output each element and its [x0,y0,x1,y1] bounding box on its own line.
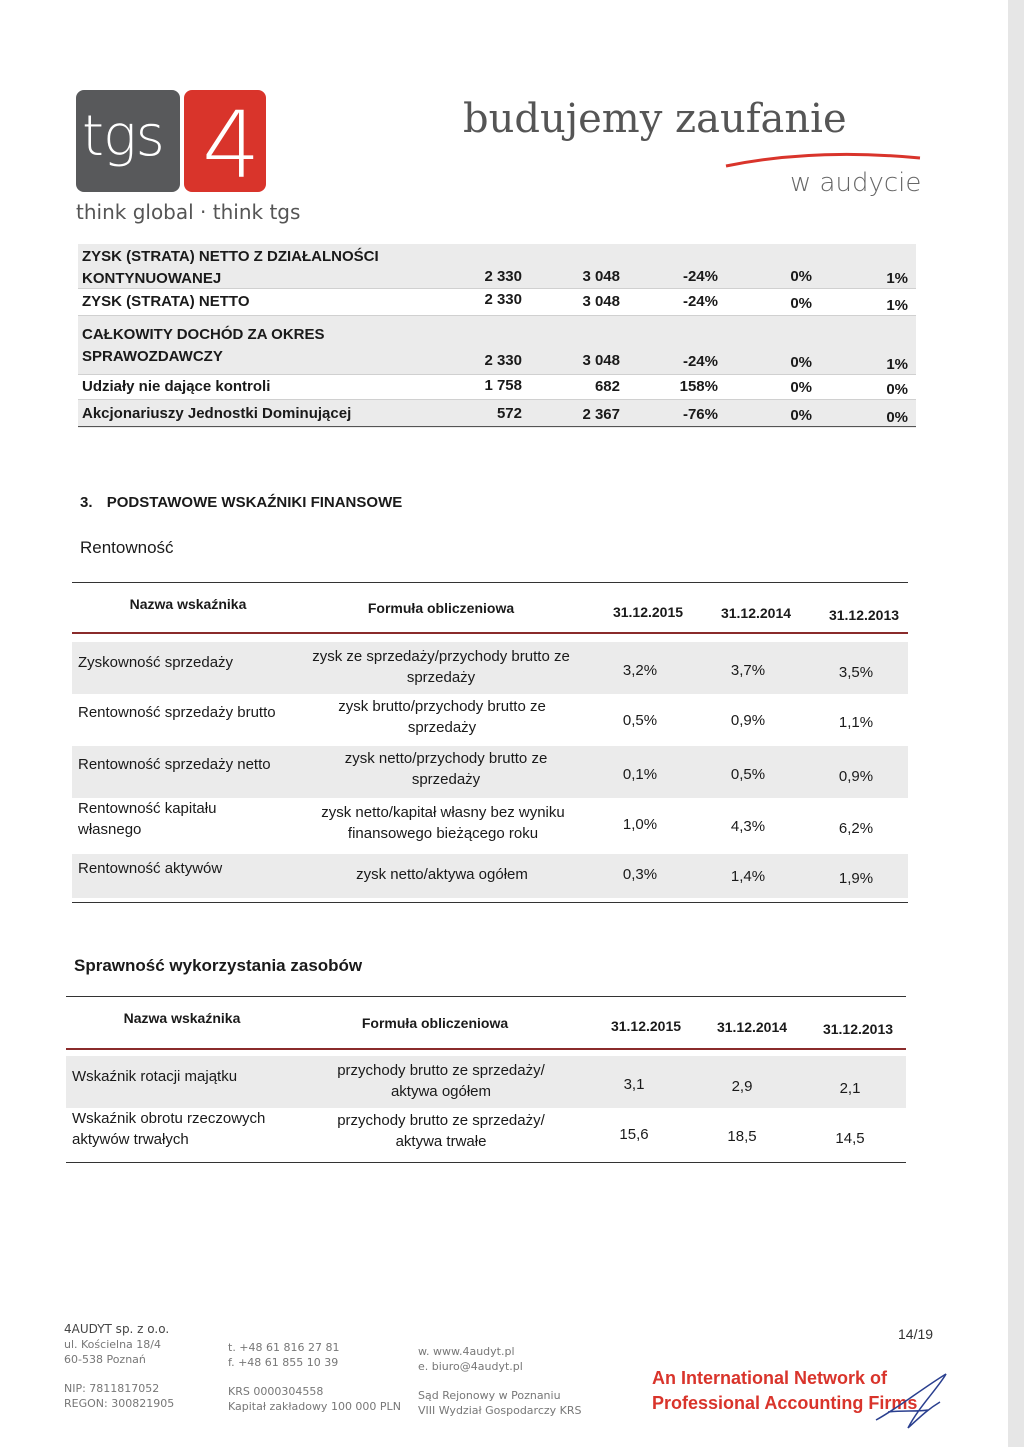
value-share-2: 1% [886,270,908,287]
footer-email: e. biuro@4audyt.pl [418,1360,523,1373]
rentownosc-table [72,580,908,906]
row-label: ZYSK (STRATA) NETTO [82,293,250,310]
logo-slogan: think global · think tgs [76,200,301,224]
logo-tgs-text: tgs [82,104,164,169]
value-share-2: 0% [886,409,908,426]
table-header-divider [66,1048,906,1050]
value-2014: 3 048 [582,268,620,285]
value-2013: 14,5 [835,1130,865,1147]
sprawnosc-table [66,994,906,1166]
footer-contact [228,1340,401,1414]
ratio-formula: zysk netto/kapitał własny bez wyniku finansowego bieżącego roku [321,804,565,842]
ratio-name: Rentowność sprzedaży brutto [78,704,276,721]
table-row [78,316,916,375]
header-2014: 31.12.2014 [716,1019,788,1035]
table-row [72,642,908,694]
footer-nip: NIP: 7811817052 [64,1382,160,1395]
row-label: Akcjonariuszy Jednostki Dominującej [82,405,352,422]
table-header-divider [72,632,908,634]
value-2015: 572 [496,405,522,422]
table-row [78,375,916,400]
ratio-formula: zysk ze sprzedaży/przychody brutto ze sprzedaży [312,648,570,686]
value-share-2: 1% [886,356,908,373]
value-2014: 3 048 [582,352,620,369]
tagline-main: budujemy zaufanie [463,96,847,142]
page-number: 14/19 [898,1326,934,1342]
value-share-1: 0% [790,379,812,396]
value-2013: 6,2% [838,820,874,837]
ratio-name: Rentowność sprzedaży netto [78,756,271,773]
value-2014: 4,3% [730,818,766,835]
value-2014: 3,7% [730,662,766,679]
table-divider [66,996,906,997]
ratio-formula: przychody brutto ze sprzedaży/ aktywa trwałe [337,1112,545,1150]
value-change: -76% [682,406,718,423]
header-name: Nazwa wskaźnika [129,596,247,612]
tagline-sub: w audycie [790,168,922,198]
ratio-name: Wskaźnik obrotu rzeczowych aktywów trwałych [72,1110,266,1148]
value-change: -24% [682,353,718,370]
value-share-1: 0% [790,268,812,285]
value-share-2: 0% [886,381,908,398]
value-2015: 3,2% [622,662,658,679]
header-2015: 31.12.2015 [610,1018,682,1034]
value-2014: 3 048 [582,293,620,310]
table-row [66,1108,906,1158]
table-row [66,1056,906,1108]
table-divider [66,1162,906,1163]
value-2015: 1,0% [622,816,658,833]
header-2015: 31.12.2015 [612,604,684,620]
value-2014: 0,5% [730,766,766,783]
header-formula: Formuła obliczeniowa [367,600,515,616]
row-label: CAŁKOWITY DOCHÓD ZA OKRES SPRAWOZDAWCZY [82,326,325,365]
table-divider [78,426,916,427]
header-2013: 31.12.2013 [822,1021,894,1037]
value-share-1: 0% [790,354,812,371]
ratio-name: Zyskowność sprzedaży [78,654,234,671]
page-edge [1008,0,1024,1447]
sprawnosc-title: Sprawność wykorzystania zasobów [74,956,363,975]
value-2014: 682 [594,378,620,395]
value-2015: 0,3% [622,866,658,883]
table-row [72,746,908,798]
ratio-formula: zysk brutto/przychody brutto ze sprzedaży [338,698,546,736]
table-divider [72,902,908,903]
section-title: PODSTAWOWE WSKAŹNIKI FINANSOWE [106,494,403,511]
value-2015: 0,5% [622,712,658,729]
value-2013: 3,5% [838,664,874,681]
table-row [78,289,916,316]
value-2013: 2,1 [839,1080,861,1097]
footer-city: 60-538 Poznań [64,1353,146,1366]
table-row [78,400,916,428]
row-label: ZYSK (STRATA) NETTO Z DZIAŁALNOŚCI KONTYNUOWANEJ [82,248,379,287]
value-2015: 2 330 [484,291,522,308]
ratio-formula: przychody brutto ze sprzedaży/ aktywa ogółem [337,1062,545,1100]
value-2015: 15,6 [619,1126,649,1143]
network-line-2: Professional Accounting Firms [652,1393,918,1413]
value-change: 158% [679,378,718,395]
logo-4-text: 4 [202,92,261,199]
footer-web [418,1344,582,1418]
rentownosc-title: Rentowność [80,538,174,557]
footer-www: w. www.4audyt.pl [418,1345,515,1358]
value-2013: 1,1% [838,714,874,731]
value-share-2: 1% [886,297,908,314]
table-row [72,798,908,852]
table-row [78,244,916,289]
footer-capital: Kapitał zakładowy 100 000 PLN [228,1400,401,1413]
header-name: Nazwa wskaźnika [123,1010,241,1026]
ratio-name: Rentowność kapitału własnego [78,800,217,838]
footer-court-2: VIII Wydział Gospodarczy KRS [418,1404,582,1417]
value-2015: 1 758 [484,377,522,394]
footer-tel: t. +48 61 816 27 81 [228,1341,340,1354]
network-line-1: An International Network of [652,1368,888,1388]
value-change: -24% [682,293,718,310]
ratio-name: Wskaźnik rotacji majątku [72,1068,238,1085]
footer-court-1: Sąd Rejonowy w Poznaniu [418,1389,561,1402]
footer-company: 4AUDYT sp. z o.o. [64,1322,170,1336]
header-2013: 31.12.2013 [828,607,900,623]
ratio-name: Rentowność aktywów [78,860,223,877]
value-change: -24% [682,268,718,285]
footer-company-info [64,1322,174,1411]
value-2014: 0,9% [730,712,766,729]
footer-regon: REGON: 300821905 [64,1397,175,1410]
value-2014: 1,4% [730,868,766,885]
value-2014: 2,9 [731,1078,753,1095]
table-divider [72,582,908,583]
value-2015: 2 330 [484,268,522,285]
table-row [72,854,908,898]
value-2013: 1,9% [838,870,874,887]
section-heading [80,494,402,511]
footer-street: ul. Kościelna 18/4 [64,1338,161,1351]
footer-fax: f. +48 61 855 10 39 [228,1356,339,1369]
value-2015: 2 330 [484,352,522,369]
ratio-formula: zysk netto/aktywa ogółem [356,866,528,883]
profit-table [78,244,916,428]
header-formula: Formuła obliczeniowa [361,1015,509,1031]
signature-icon [868,1368,958,1440]
swoosh-icon [724,146,924,168]
ratio-formula: zysk netto/przychody brutto ze sprzedaży [344,750,548,788]
value-2015: 3,1 [623,1076,645,1093]
value-2014: 2 367 [582,406,620,423]
table-row [72,694,908,744]
section-number: 3. [80,494,93,511]
value-2014: 18,5 [727,1128,757,1145]
row-label: Udziały nie dające kontroli [82,378,271,395]
footer-krs: KRS 0000304558 [228,1385,324,1398]
value-share-1: 0% [790,407,812,424]
header-2014: 31.12.2014 [720,605,792,621]
value-2013: 0,9% [838,768,874,785]
value-share-1: 0% [790,295,812,312]
value-2015: 0,1% [622,766,658,783]
